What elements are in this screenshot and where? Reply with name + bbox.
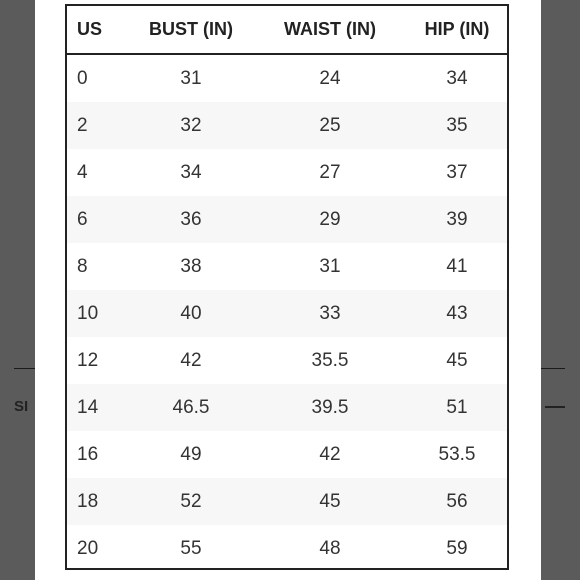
table-row (67, 196, 507, 243)
table-header-row (67, 6, 507, 55)
cell-us: 8 (77, 255, 88, 277)
cell-waist: 24 (319, 67, 341, 89)
cell-hip: 35 (446, 114, 468, 136)
header-hip: HIP (IN) (424, 19, 490, 39)
table-row (67, 337, 507, 384)
cell-bust: 55 (180, 537, 202, 559)
table-row (67, 384, 507, 431)
cell-bust: 31 (180, 67, 202, 89)
table-row (67, 478, 507, 525)
cell-bust: 40 (180, 302, 202, 324)
cell-hip: 53.5 (438, 443, 476, 465)
backdrop-left (0, 0, 35, 580)
cell-hip: 56 (446, 490, 468, 512)
cell-hip: 37 (446, 161, 468, 183)
cell-bust: 32 (180, 114, 202, 136)
background-dash (545, 406, 565, 408)
cell-waist: 29 (319, 208, 341, 230)
cell-waist: 25 (319, 114, 341, 136)
cell-waist: 35.5 (311, 349, 349, 371)
cell-us: 0 (77, 67, 88, 89)
cell-bust: 36 (180, 208, 202, 230)
cell-us: 18 (77, 490, 99, 512)
table-row (67, 290, 507, 337)
cell-bust: 34 (180, 161, 202, 183)
cell-waist: 27 (319, 161, 341, 183)
cell-us: 14 (77, 396, 99, 418)
cell-bust: 38 (180, 255, 202, 277)
table-row (67, 525, 507, 570)
table-row (67, 55, 507, 102)
cell-us: 20 (77, 537, 99, 559)
size-chart-table (65, 4, 509, 570)
table-row (67, 149, 507, 196)
size-chart-panel (35, 0, 541, 580)
cell-waist: 45 (319, 490, 341, 512)
cell-bust: 42 (180, 349, 202, 371)
cell-waist: 48 (319, 537, 341, 559)
cell-us: 4 (77, 161, 88, 183)
background-partial-label: SI (14, 398, 29, 415)
background-divider-left (14, 368, 36, 369)
cell-waist: 33 (319, 302, 341, 324)
cell-us: 12 (77, 349, 99, 371)
cell-hip: 43 (446, 302, 468, 324)
cell-bust: 52 (180, 490, 202, 512)
header-bust: BUST (IN) (149, 19, 233, 39)
cell-hip: 41 (446, 255, 468, 277)
cell-waist: 42 (319, 443, 341, 465)
cell-us: 2 (77, 114, 88, 136)
cell-bust: 46.5 (172, 396, 210, 418)
cell-hip: 51 (446, 396, 468, 418)
cell-hip: 59 (446, 537, 468, 559)
background-divider-right (541, 368, 565, 369)
cell-us: 10 (77, 302, 99, 324)
cell-us: 16 (77, 443, 99, 465)
table-row (67, 431, 507, 478)
cell-hip: 34 (446, 67, 468, 89)
cell-hip: 39 (446, 208, 468, 230)
table-row (67, 243, 507, 290)
cell-hip: 45 (446, 349, 468, 371)
backdrop-right (541, 0, 580, 580)
cell-waist: 39.5 (311, 396, 349, 418)
header-waist: WAIST (IN) (284, 19, 376, 39)
cell-us: 6 (77, 208, 88, 230)
cell-bust: 49 (180, 443, 202, 465)
header-us: US (77, 19, 103, 39)
table-row (67, 102, 507, 149)
cell-waist: 31 (319, 255, 341, 277)
